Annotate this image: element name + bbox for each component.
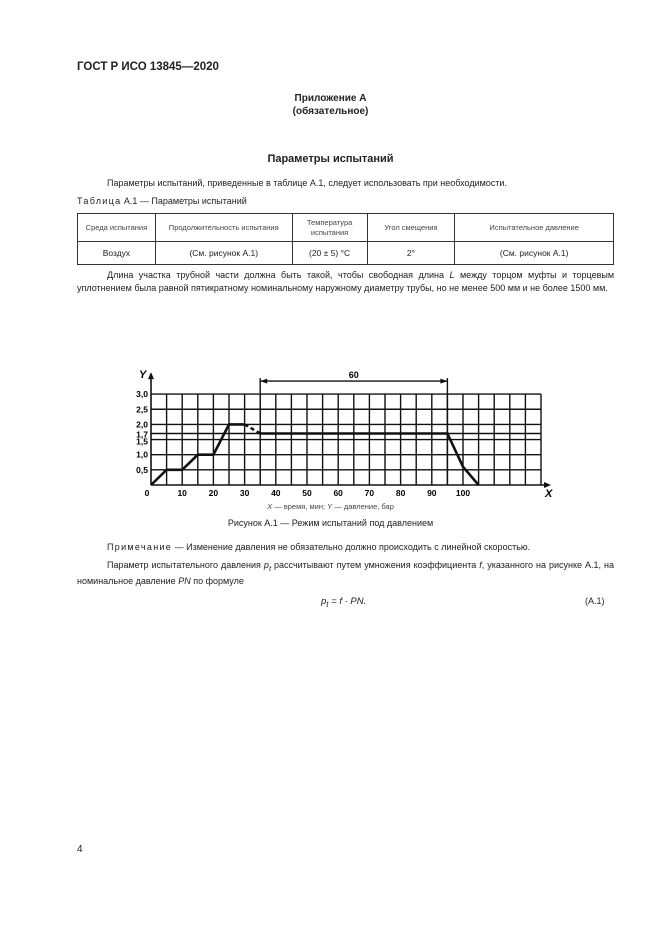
table-caption-prefix: Таблица: [77, 196, 122, 206]
y-tick-label: 1,7: [136, 429, 148, 440]
table-header-cell: Среда испытания: [78, 214, 156, 242]
section-title: Параметры испытаний: [267, 153, 394, 165]
table-cell: (См. рисунок А.1): [155, 242, 292, 265]
note: [107, 542, 614, 552]
y-tick-label: 2,5: [136, 404, 148, 415]
y-tick-label: 0,5: [136, 464, 148, 475]
pressure-text: , указанного на рисунке А.1, на номинальное давление: [77, 560, 615, 586]
y-axis-label: Y: [139, 369, 147, 382]
coefficient-var: f: [479, 560, 482, 570]
x-tick-label: 70: [364, 488, 375, 498]
annex-title: Приложение А: [294, 93, 367, 104]
legend-y-var: Y: [327, 502, 333, 511]
table-cell: (20 ± 5) °C: [292, 242, 367, 265]
pressure-text: рассчитывают путем умножения коэффициента: [271, 560, 480, 570]
length-paragraph: [77, 269, 614, 295]
x-tick-label: 20: [208, 488, 219, 498]
chart-grid: [148, 372, 551, 488]
series-line-dashed: [245, 424, 261, 433]
nominal-pressure-var: PN: [178, 575, 191, 586]
x-axis-label: X: [545, 488, 553, 500]
table-row: [78, 242, 614, 265]
chart-legend: [0, 502, 661, 511]
pressure-text: по формуле: [190, 575, 244, 586]
pressure-chart: [136, 312, 565, 500]
length-text: между торцом муфты и торцевым уплотнением была равной пятикратному номинальному наружному диаметру трубы, но не менее 500 мм и не более 1500 мм.: [77, 270, 615, 293]
figure-caption: Рисунок А.1 — Режим испытаний под давлением: [227, 518, 434, 528]
parameters-table: [77, 213, 614, 265]
annex-heading: [0, 92, 661, 118]
pressure-paragraph: [77, 559, 614, 588]
table-caption-rest: А.1 — Параметры испытаний: [123, 196, 247, 206]
x-tick-label: 80: [395, 488, 406, 498]
formula-rhs: = f · PN.: [328, 596, 367, 607]
x-tick-label: 0: [144, 488, 150, 498]
x-tick-label: 60: [333, 488, 343, 498]
x-tick-label: 100: [455, 488, 471, 498]
legend-x-var: X: [267, 502, 273, 511]
x-tick-label: 40: [271, 488, 281, 498]
table-cell: 2°: [367, 242, 455, 265]
intro-paragraph: Параметры испытаний, приведенные в таблице А.1, следует использовать при необходимости.: [107, 178, 507, 188]
table-header-cell: Продолжительность испытания: [155, 214, 292, 242]
pressure-text: Параметр испытательного давления: [107, 560, 264, 570]
y-tick-label: 1,0: [136, 449, 148, 460]
dimension-arrow: [440, 379, 447, 384]
formula-lhs: p: [321, 596, 327, 607]
annex-status: (обязательное): [292, 106, 369, 117]
table-header-row: [78, 214, 614, 242]
length-variable: L: [449, 270, 455, 280]
y-tick-label: 1,5: [136, 436, 148, 447]
x-tick-label: 10: [177, 488, 187, 498]
pressure-var: p: [263, 560, 269, 570]
pressure-var-sub: t: [268, 563, 272, 573]
page-number: 4: [77, 844, 83, 855]
dimension-label: 60: [348, 370, 359, 381]
table-header-cell: Испытательное давление: [455, 214, 614, 242]
table-header-cell: Температура испытания: [292, 214, 367, 242]
table-cell: (См. рисунок А.1): [455, 242, 614, 265]
formula: [321, 596, 366, 609]
table-header-cell: Угол смещения: [367, 214, 455, 242]
note-text: — Изменение давления не обязательно должно происходить с линейной скоростью.: [172, 542, 531, 552]
formula-number: (А.1): [585, 596, 605, 606]
note-label: Примечание: [107, 542, 173, 552]
dimension-arrow: [260, 379, 267, 384]
x-tick-label: 90: [427, 488, 437, 498]
x-tick-label: 30: [239, 488, 250, 498]
y-tick-label: 2,0: [136, 419, 148, 430]
y-tick-label: 3,0: [136, 389, 148, 400]
document-code: ГОСТ Р ИСО 13845—2020: [77, 61, 219, 73]
formula-lhs-sub: t: [326, 599, 329, 609]
y-axis-arrow: [148, 372, 154, 379]
legend-x-text: — время, мин;: [272, 502, 328, 511]
length-text: Длина участка трубной части должна быть такой, чтобы свободная длина: [107, 270, 450, 280]
table-caption: [77, 196, 247, 206]
legend-y-text: — давление, бар: [332, 502, 394, 511]
table-cell: Воздух: [78, 242, 156, 265]
x-tick-label: 50: [302, 488, 312, 498]
